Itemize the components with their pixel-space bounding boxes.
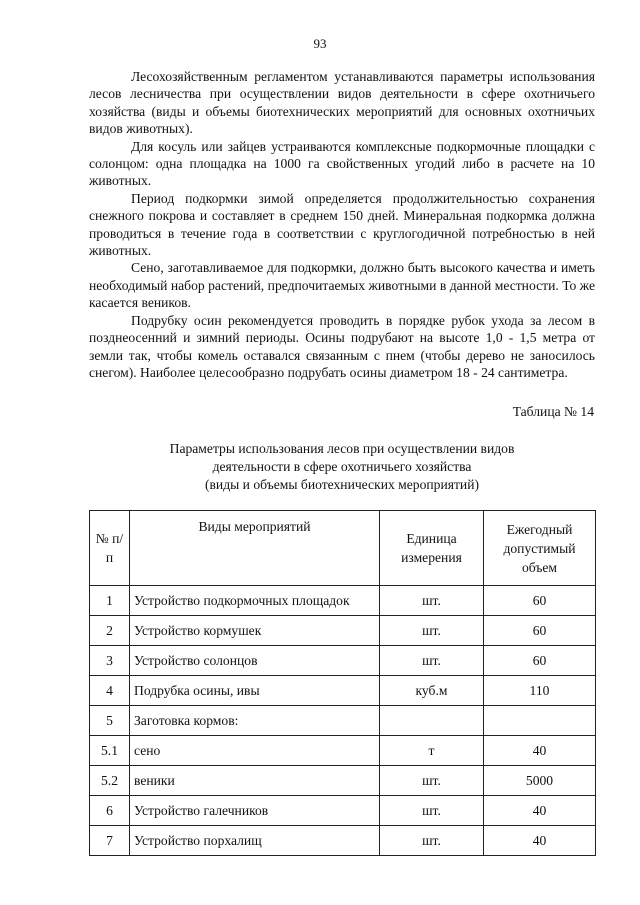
table-row	[90, 586, 596, 616]
cell-activity: веники	[130, 766, 380, 796]
cell-unit: шт.	[380, 616, 484, 646]
cell-volume: 40	[484, 736, 596, 766]
cell-volume: 5000	[484, 766, 596, 796]
caption-line: деятельности в сфере охотничьего хозяйства	[212, 459, 472, 474]
cell-unit: шт.	[380, 586, 484, 616]
header-unit: Единица измерения	[380, 511, 484, 586]
cell-activity: Устройство солонцов	[130, 646, 380, 676]
cell-unit: куб.м	[380, 676, 484, 706]
cell-number: 3	[90, 646, 130, 676]
cell-number: 7	[90, 826, 130, 856]
paragraph: Лесохозяйственным регламентом устанавливаются параметры использования лесов лесничества при осуществлении видов деятельности в сфере охотничьего хозяйства (виды и объемы биотехнических мероприятий для основных охотничьих видов животных).	[89, 69, 595, 137]
cell-number: 5.2	[90, 766, 130, 796]
parameters-table	[89, 510, 596, 856]
cell-unit: шт.	[380, 646, 484, 676]
cell-number: 5	[90, 706, 130, 736]
cell-volume: 60	[484, 616, 596, 646]
cell-unit: т	[380, 736, 484, 766]
caption-line: (виды и объемы биотехнических мероприятий)	[204, 477, 480, 492]
table-row	[90, 706, 596, 736]
paragraph: Сено, заготавливаемое для подкормки, должно быть высокого качества и иметь необходимый набор растений, предпочитаемых животными в данной местности. То же касается веников.	[89, 260, 595, 311]
cell-unit: шт.	[380, 796, 484, 826]
cell-volume: 40	[484, 796, 596, 826]
cell-volume	[484, 706, 596, 736]
cell-number: 1	[90, 586, 130, 616]
table-row	[90, 646, 596, 676]
cell-volume: 60	[484, 586, 596, 616]
paragraph: Для косуль или зайцев устраиваются комплексные подкормочные площадки с солонцом: одна площадка на 1000 га свойственных угодий либо в расчете на 10 животных.	[89, 138, 595, 189]
body-text	[89, 68, 595, 381]
cell-number: 2	[90, 616, 130, 646]
cell-number: 5.1	[90, 736, 130, 766]
paragraph: Период подкормки зимой определяется продолжительностью сохранения снежного покрова и составляет в среднем 150 дней. Минеральная подкормка должна проводиться в течение года в соответствии с круглогодичной потребностью в ней животных.	[89, 190, 595, 259]
header-volume: Ежегодный допустимый объем	[484, 511, 596, 586]
table-label: Таблица № 14	[512, 404, 594, 419]
header-number: № п/п	[90, 511, 130, 586]
caption-line: Параметры использования лесов при осуществлении видов	[169, 441, 515, 456]
cell-volume: 60	[484, 646, 596, 676]
header-activity: Виды мероприятий	[130, 511, 380, 586]
cell-unit: шт.	[380, 766, 484, 796]
cell-activity: Устройство кормушек	[130, 616, 380, 646]
cell-number: 6	[90, 796, 130, 826]
table-row	[90, 736, 596, 766]
table-row	[90, 616, 596, 646]
cell-unit: шт.	[380, 826, 484, 856]
table-row	[90, 766, 596, 796]
cell-number: 4	[90, 676, 130, 706]
cell-activity: Устройство порхалищ	[130, 826, 380, 856]
cell-activity: Заготовка кормов:	[130, 706, 380, 736]
table-row	[90, 796, 596, 826]
table-row	[90, 676, 596, 706]
cell-volume: 110	[484, 676, 596, 706]
page-number: 93	[313, 36, 327, 51]
cell-volume: 40	[484, 826, 596, 856]
cell-activity: Устройство подкормочных площадок	[130, 586, 380, 616]
cell-activity: Подрубка осины, ивы	[130, 676, 380, 706]
table-header-row	[90, 511, 596, 586]
cell-activity: сено	[130, 736, 380, 766]
table-caption	[89, 440, 595, 494]
paragraph: Подрубку осин рекомендуется проводить в порядке рубок ухода за лесом в позднеосенний и зимний периоды. Осины подрубают на высоте 1,0 - 1,5 метра от земли так, чтобы комель оставался связанным с пнем (чтобы дерево не заносилось снегом). Наиболее целесообразно подрубать осины диаметром 18 - 24 сантиметра.	[89, 312, 595, 380]
cell-activity: Устройство галечников	[130, 796, 380, 826]
cell-unit	[380, 706, 484, 736]
table-row	[90, 826, 596, 856]
